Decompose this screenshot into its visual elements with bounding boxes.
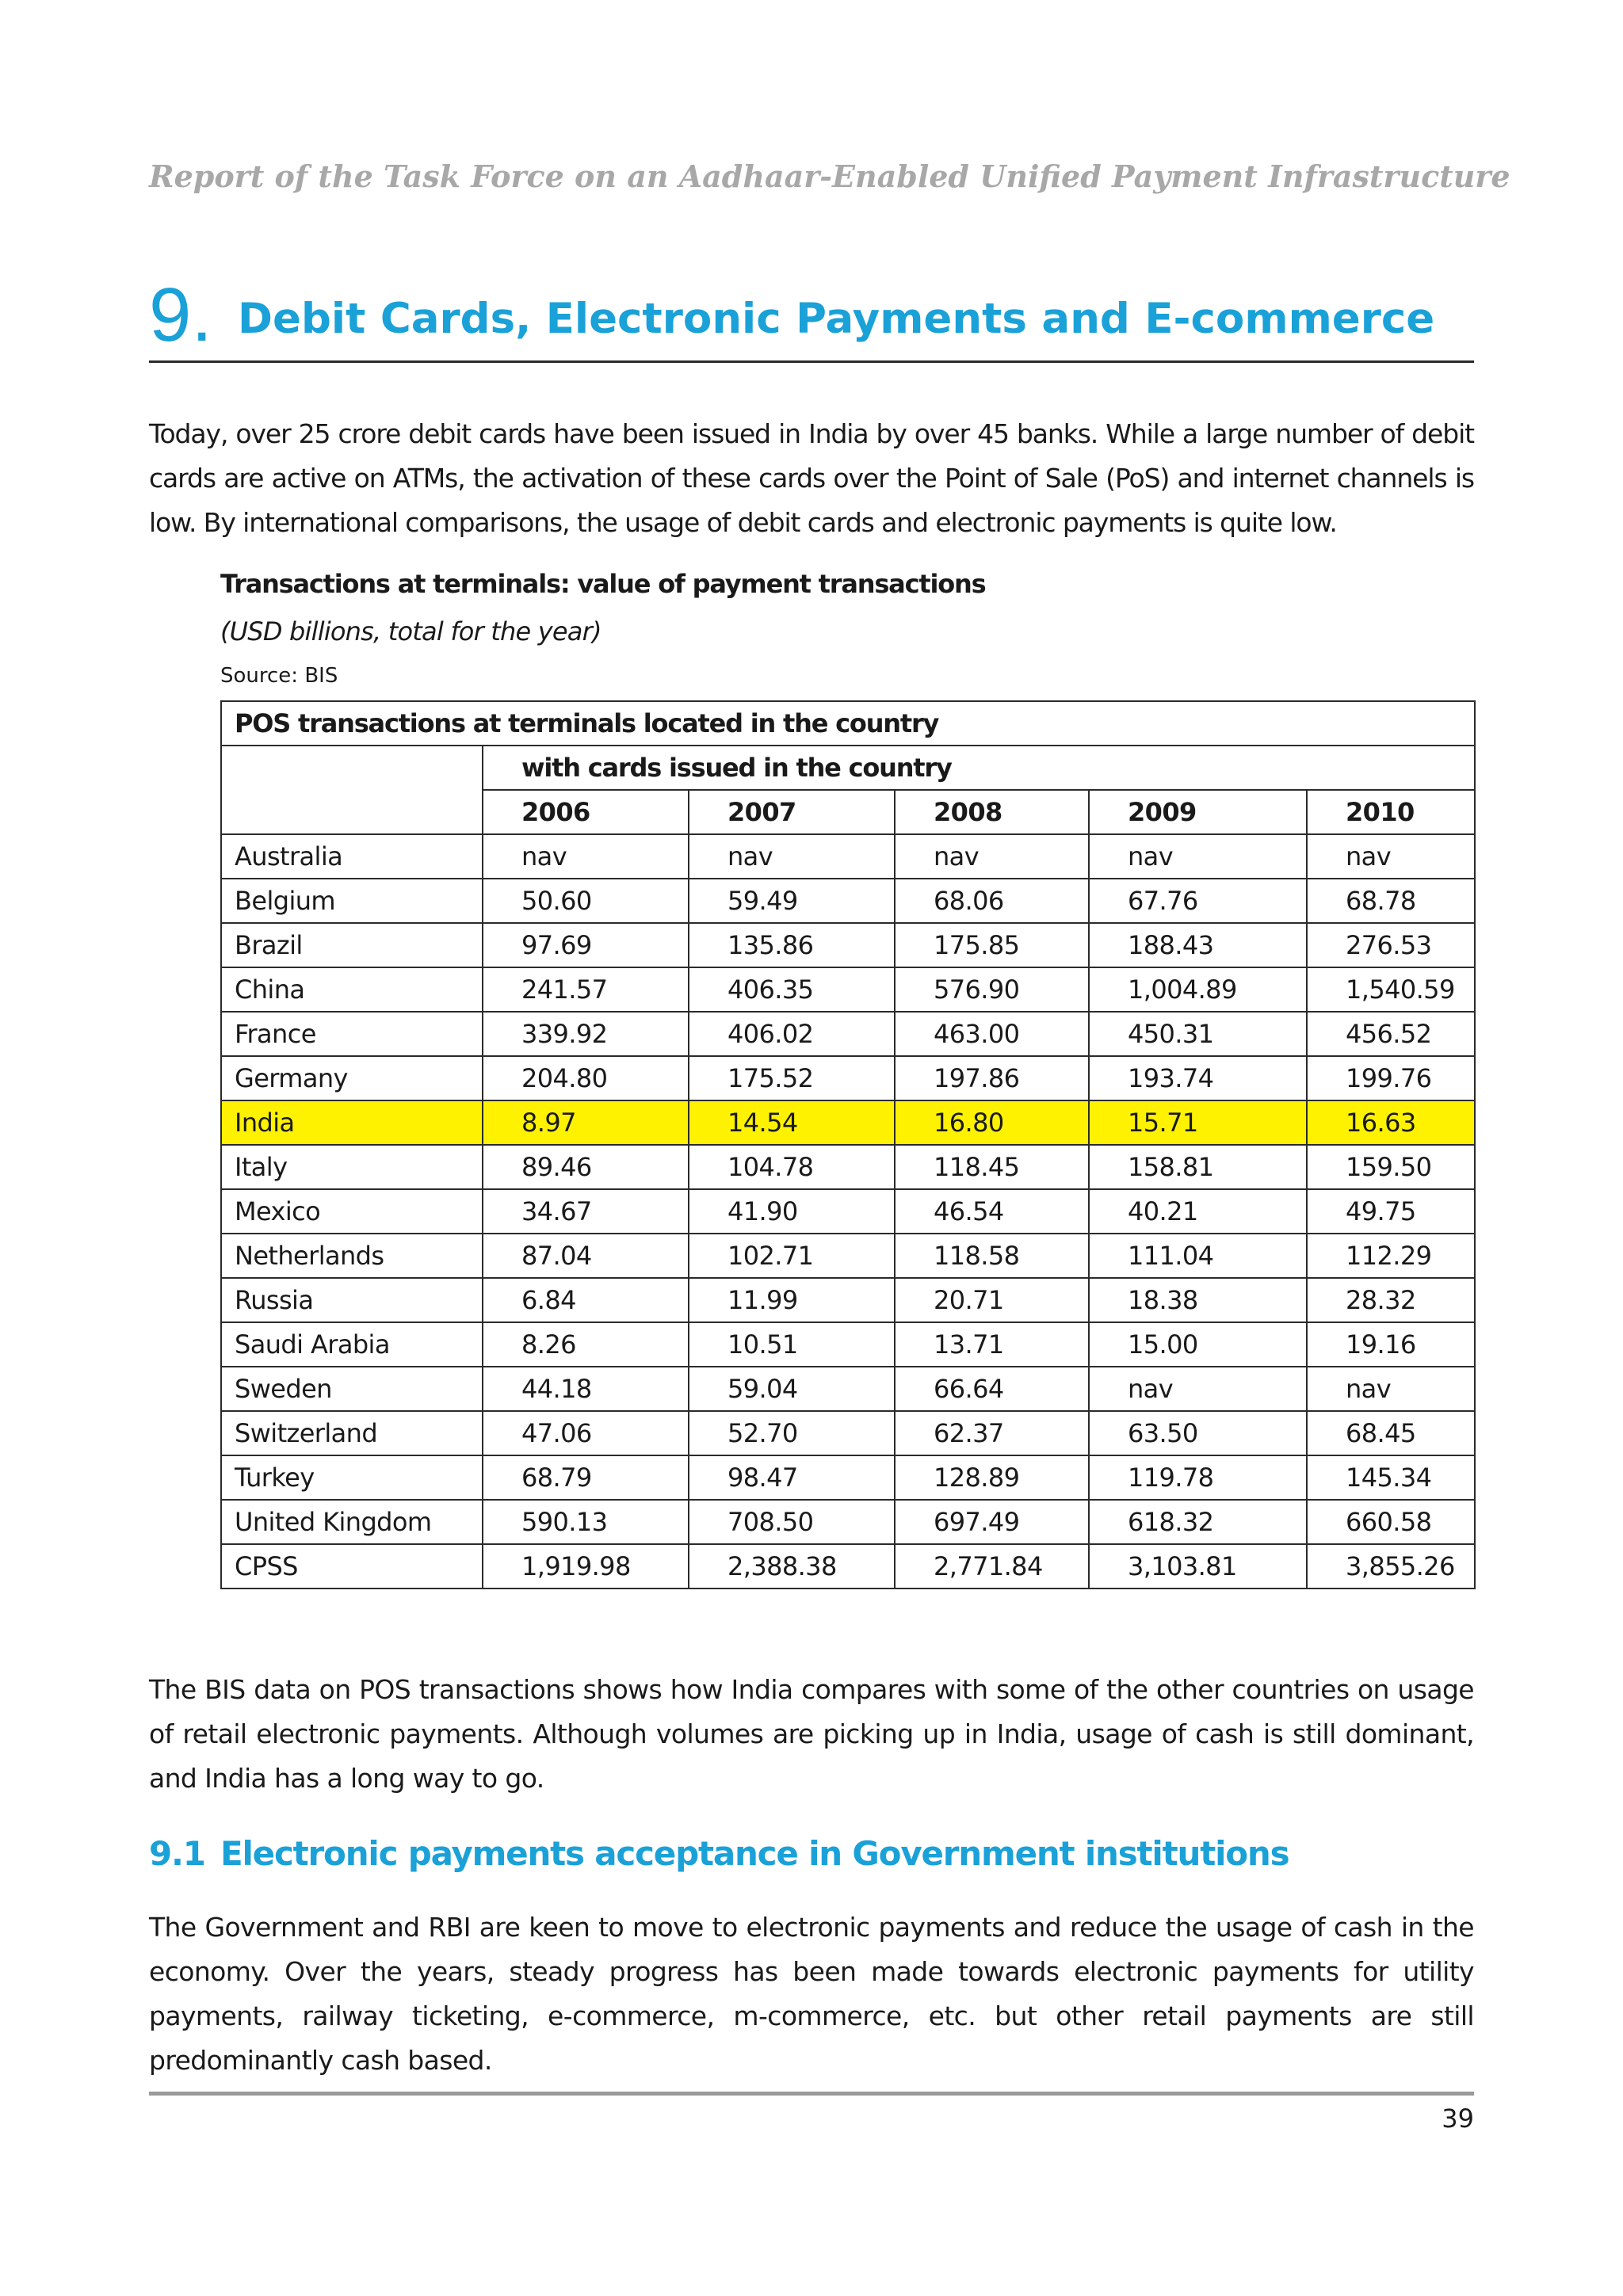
value-cell: nav [483, 834, 689, 879]
value-cell: 11.99 [689, 1278, 895, 1322]
value-cell: 67.76 [1089, 879, 1307, 923]
value-cell: 145.34 [1307, 1455, 1475, 1500]
value-cell: 34.67 [483, 1189, 689, 1234]
value-cell: 175.85 [895, 923, 1089, 967]
value-cell: 1,540.59 [1307, 967, 1475, 1012]
country-cell: Sweden [221, 1367, 483, 1411]
country-cell: France [221, 1012, 483, 1056]
table-header-row-main [221, 701, 1475, 746]
value-cell: 197.86 [895, 1056, 1089, 1100]
year-header: 2009 [1089, 790, 1307, 834]
value-cell: 102.71 [689, 1234, 895, 1278]
value-cell: 66.64 [895, 1367, 1089, 1411]
value-cell: 2,771.84 [895, 1544, 1089, 1589]
value-cell: nav [1089, 1367, 1307, 1411]
pos-transactions-table [220, 700, 1476, 1589]
table-header-blank [221, 746, 483, 834]
table-row [221, 1100, 1475, 1145]
value-cell: 1,919.98 [483, 1544, 689, 1589]
value-cell: 3,103.81 [1089, 1544, 1307, 1589]
value-cell: 112.29 [1307, 1234, 1475, 1278]
table-row [221, 1455, 1475, 1500]
value-cell: 576.90 [895, 967, 1089, 1012]
value-cell: 13.71 [895, 1322, 1089, 1367]
section-paragraph: The Government and RBI are keen to move to electronic payments and reduce the usage of cash in the economy. Over the years, steady progress has been made towards electronic payments for utility payments, railway ticketing, e-commerce, m-commerce, etc. but other retail payments are still predominantly cash based. [149, 1912, 1474, 2076]
value-cell: 406.35 [689, 967, 895, 1012]
table-row [221, 1544, 1475, 1589]
value-cell: 44.18 [483, 1367, 689, 1411]
year-header: 2007 [689, 790, 895, 834]
value-cell: 68.06 [895, 879, 1089, 923]
table-row [221, 1145, 1475, 1189]
value-cell: 68.45 [1307, 1411, 1475, 1455]
country-cell: Russia [221, 1278, 483, 1322]
value-cell: 52.70 [689, 1411, 895, 1455]
country-cell: Mexico [221, 1189, 483, 1234]
value-cell: nav [689, 834, 895, 879]
value-cell: 708.50 [689, 1500, 895, 1544]
value-cell: 47.06 [483, 1411, 689, 1455]
running-header: Report of the Task Force on an Aadhaar-Enabled Unified Payment Infrastructure [149, 158, 1510, 194]
value-cell: 697.49 [895, 1500, 1089, 1544]
value-cell: 6.84 [483, 1278, 689, 1322]
value-cell: 68.79 [483, 1455, 689, 1500]
value-cell: 15.71 [1089, 1100, 1307, 1145]
chapter-heading [149, 269, 1474, 363]
value-cell: 18.38 [1089, 1278, 1307, 1322]
section-title: Electronic payments acceptance in Government institutions [220, 1834, 1289, 1873]
value-cell: 49.75 [1307, 1189, 1475, 1234]
value-cell: 89.46 [483, 1145, 689, 1189]
table-row [221, 1322, 1475, 1367]
value-cell: nav [1307, 1367, 1475, 1411]
value-cell: 193.74 [1089, 1056, 1307, 1100]
value-cell: nav [1307, 834, 1475, 879]
value-cell: 660.58 [1307, 1500, 1475, 1544]
value-cell: 590.13 [483, 1500, 689, 1544]
value-cell: 450.31 [1089, 1012, 1307, 1056]
intro-paragraph: Today, over 25 crore debit cards have been issued in India by over 45 banks. While a large number of debit cards are active on ATMs, the activation of these cards over the Point of Sale (PoS) and internet channels is low. By international comparisons, the usage of debit cards and electronic payments is quite low. [149, 418, 1474, 538]
value-cell: 62.37 [895, 1411, 1089, 1455]
value-cell: 188.43 [1089, 923, 1307, 967]
value-cell: 118.58 [895, 1234, 1089, 1278]
value-cell: 204.80 [483, 1056, 689, 1100]
table-row [221, 1367, 1475, 1411]
table-subcaption: (USD billions, total for the year) [220, 616, 601, 646]
country-cell: Australia [221, 834, 483, 879]
value-cell: nav [1089, 834, 1307, 879]
country-cell: Turkey [221, 1455, 483, 1500]
country-cell: Netherlands [221, 1234, 483, 1278]
table-header-row-sub [221, 746, 1475, 790]
value-cell: 63.50 [1089, 1411, 1307, 1455]
year-header: 2010 [1307, 790, 1475, 834]
table-row [221, 1056, 1475, 1100]
value-cell: 98.47 [689, 1455, 895, 1500]
country-cell: Brazil [221, 923, 483, 967]
value-cell: 618.32 [1089, 1500, 1307, 1544]
value-cell: 456.52 [1307, 1012, 1475, 1056]
value-cell: nav [895, 834, 1089, 879]
value-cell: 8.97 [483, 1100, 689, 1145]
table-row [221, 1411, 1475, 1455]
country-cell: United Kingdom [221, 1500, 483, 1544]
table-row [221, 967, 1475, 1012]
value-cell: 119.78 [1089, 1455, 1307, 1500]
value-cell: 19.16 [1307, 1322, 1475, 1367]
chapter-title: Debit Cards, Electronic Payments and E-commerce [238, 295, 1435, 343]
value-cell: 241.57 [483, 967, 689, 1012]
value-cell: 406.02 [689, 1012, 895, 1056]
value-cell: 20.71 [895, 1278, 1089, 1322]
table-row [221, 1500, 1475, 1544]
value-cell: 87.04 [483, 1234, 689, 1278]
table-row [221, 1012, 1475, 1056]
value-cell: 104.78 [689, 1145, 895, 1189]
value-cell: 68.78 [1307, 879, 1475, 923]
value-cell: 3,855.26 [1307, 1544, 1475, 1589]
value-cell: 135.86 [689, 923, 895, 967]
value-cell: 16.80 [895, 1100, 1089, 1145]
value-cell: 158.81 [1089, 1145, 1307, 1189]
footer-rule [149, 2092, 1474, 2096]
value-cell: 59.49 [689, 879, 895, 923]
page-number: 39 [1442, 2103, 1474, 2134]
value-cell: 97.69 [483, 923, 689, 967]
country-cell: CPSS [221, 1544, 483, 1589]
value-cell: 16.63 [1307, 1100, 1475, 1145]
table-row [221, 1278, 1475, 1322]
country-cell: Saudi Arabia [221, 1322, 483, 1367]
table-row [221, 834, 1475, 879]
value-cell: 463.00 [895, 1012, 1089, 1056]
chapter-number: 9. [149, 273, 213, 357]
table-header-sub: with cards issued in the country [483, 746, 1475, 790]
value-cell: 50.60 [483, 879, 689, 923]
value-cell: 111.04 [1089, 1234, 1307, 1278]
country-cell: Switzerland [221, 1411, 483, 1455]
value-cell: 59.04 [689, 1367, 895, 1411]
country-cell: Italy [221, 1145, 483, 1189]
value-cell: 2,388.38 [689, 1544, 895, 1589]
section-heading [149, 1834, 1289, 1873]
value-cell: 118.45 [895, 1145, 1089, 1189]
value-cell: 128.89 [895, 1455, 1089, 1500]
value-cell: 41.90 [689, 1189, 895, 1234]
country-cell: India [221, 1100, 483, 1145]
value-cell: 159.50 [1307, 1145, 1475, 1189]
value-cell: 28.32 [1307, 1278, 1475, 1322]
table-row [221, 1234, 1475, 1278]
value-cell: 175.52 [689, 1056, 895, 1100]
country-cell: China [221, 967, 483, 1012]
value-cell: 46.54 [895, 1189, 1089, 1234]
section-number: 9.1 [149, 1834, 205, 1873]
table-caption: Transactions at terminals: value of payment transactions [220, 569, 986, 599]
after-table-paragraph: The BIS data on POS transactions shows how India compares with some of the other countries on usage of retail electronic payments. Although volumes are picking up in India, usage of cash is still dominant, and India has a long way to go. [149, 1674, 1474, 1794]
year-header: 2008 [895, 790, 1089, 834]
value-cell: 1,004.89 [1089, 967, 1307, 1012]
table-source: Source: BIS [220, 664, 338, 688]
value-cell: 40.21 [1089, 1189, 1307, 1234]
country-cell: Belgium [221, 879, 483, 923]
country-cell: Germany [221, 1056, 483, 1100]
value-cell: 199.76 [1307, 1056, 1475, 1100]
table-header-main: POS transactions at terminals located in the country [221, 701, 1475, 746]
value-cell: 8.26 [483, 1322, 689, 1367]
value-cell: 14.54 [689, 1100, 895, 1145]
value-cell: 15.00 [1089, 1322, 1307, 1367]
table-row [221, 923, 1475, 967]
year-header: 2006 [483, 790, 689, 834]
value-cell: 10.51 [689, 1322, 895, 1367]
table-row [221, 1189, 1475, 1234]
value-cell: 339.92 [483, 1012, 689, 1056]
value-cell: 276.53 [1307, 923, 1475, 967]
table-row [221, 879, 1475, 923]
